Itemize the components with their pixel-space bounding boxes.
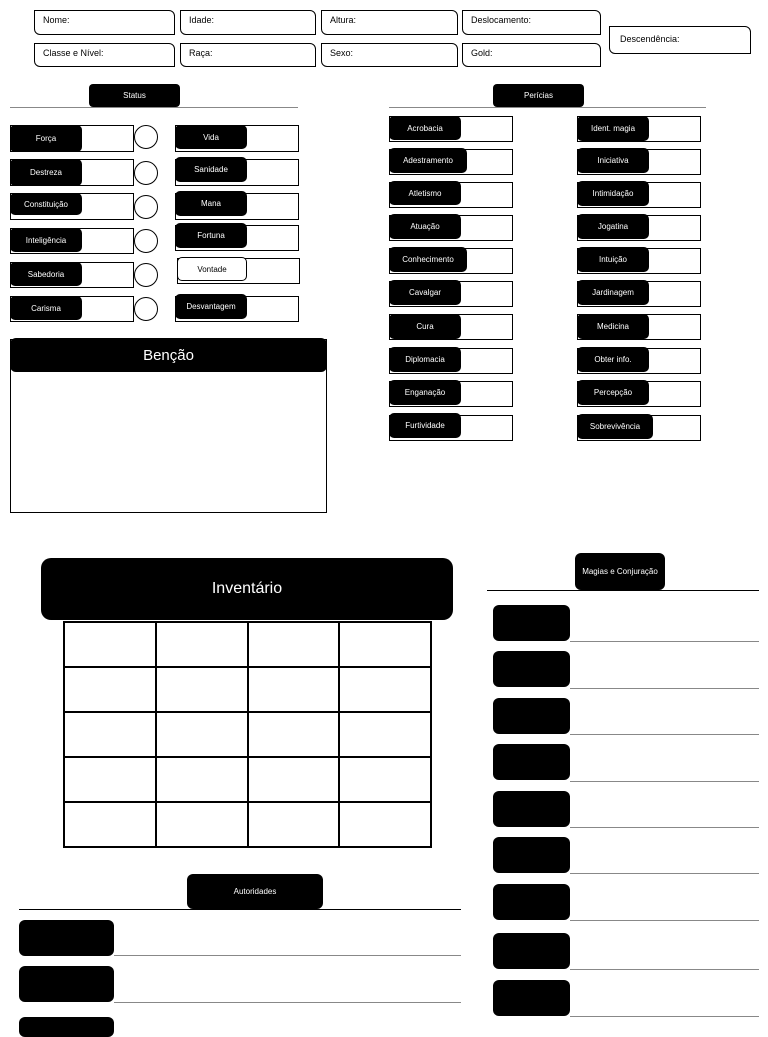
magia-line[interactable] (570, 781, 759, 782)
inventario-slot[interactable] (156, 712, 248, 757)
inventario-slot[interactable] (64, 712, 156, 757)
inventario-slot[interactable] (156, 802, 248, 847)
magia-slot[interactable] (493, 884, 570, 920)
field-sexo-label: Sexo: (330, 48, 354, 58)
skill-cavalgar-label: Cavalgar (389, 280, 461, 305)
inventario-slot[interactable] (248, 712, 340, 757)
magia-line[interactable] (570, 873, 759, 874)
skill-enganacao-label: Enganação (389, 380, 461, 405)
skill-jogatina-label: Jogatina (577, 214, 649, 239)
skill-atletismo-label: Atletismo (389, 181, 461, 205)
inventario-slot[interactable] (248, 622, 340, 667)
magia-line[interactable] (570, 1016, 759, 1017)
field-deslocamento[interactable] (462, 10, 601, 35)
pericias-title: Perícias (493, 84, 584, 107)
inventario-slot[interactable] (64, 667, 156, 712)
inventario-slot[interactable] (248, 667, 340, 712)
skill-iniciativa-label: Iniciativa (577, 148, 649, 173)
resource-vontade-label: Vontade (177, 257, 247, 281)
field-nome-label: Nome: (43, 15, 70, 25)
skill-conhecimento-label: Conhecimento (389, 247, 467, 272)
inventario-title: Inventário (41, 558, 453, 620)
magia-slot[interactable] (493, 837, 570, 873)
field-altura[interactable] (321, 10, 458, 35)
field-sexo[interactable] (321, 43, 458, 67)
autoridade-line[interactable] (114, 955, 461, 956)
inventario-slot[interactable] (339, 712, 431, 757)
autoridade-slot[interactable] (19, 920, 114, 956)
attribute-constituicao-label: Constituição (10, 193, 82, 215)
attribute-carisma-modifier[interactable] (134, 297, 158, 321)
magia-line[interactable] (570, 969, 759, 970)
field-idade-label: Idade: (189, 15, 215, 25)
status-title: Status (89, 84, 180, 107)
inventario-slot[interactable] (64, 622, 156, 667)
attribute-carisma-label: Carisma (10, 296, 82, 320)
magia-line[interactable] (570, 734, 759, 735)
magia-line[interactable] (570, 827, 759, 828)
skill-percepcao-label: Percepção (577, 380, 649, 405)
skill-intuicao-label: Intuição (577, 247, 649, 272)
skill-medicina-label: Medicina (577, 314, 649, 339)
skill-jardinagem-label: Jardinagem (577, 280, 649, 305)
field-nome[interactable] (34, 10, 175, 35)
magia-slot[interactable] (493, 744, 570, 780)
inventario-slot[interactable] (339, 757, 431, 802)
inventario-slot[interactable] (248, 802, 340, 847)
field-classe-nivel-label: Classe e Nível: (43, 48, 104, 58)
attribute-destreza-label: Destreza (10, 159, 82, 186)
magia-slot[interactable] (493, 698, 570, 734)
resource-fortuna-label: Fortuna (175, 223, 247, 248)
skill-obter-info-label: Obter info. (577, 347, 649, 372)
pericias-divider (389, 107, 706, 108)
inventario-grid (63, 621, 432, 848)
attribute-destreza-modifier[interactable] (134, 161, 158, 185)
inventario-slot[interactable] (156, 622, 248, 667)
resource-sanidade-label: Sanidade (175, 157, 247, 182)
skill-acrobacia-label: Acrobacia (389, 116, 461, 140)
field-raca-label: Raça: (189, 48, 213, 58)
magia-slot[interactable] (493, 980, 570, 1016)
attribute-forca-modifier[interactable] (134, 125, 158, 149)
inventario-slot[interactable] (64, 757, 156, 802)
magia-line[interactable] (570, 688, 759, 689)
field-descendencia-label: Descendência: (620, 34, 680, 44)
inventario-slot[interactable] (156, 667, 248, 712)
magia-line[interactable] (570, 920, 759, 921)
inventario-slot[interactable] (339, 622, 431, 667)
field-raca[interactable] (180, 43, 316, 67)
magias-divider (487, 590, 759, 591)
skill-sobrevivencia-label: Sobrevivência (577, 414, 653, 439)
attribute-inteligencia-label: Inteligência (10, 228, 82, 252)
inventario-slot[interactable] (156, 757, 248, 802)
autoridade-slot[interactable] (19, 1017, 114, 1037)
magia-slot[interactable] (493, 791, 570, 827)
autoridades-divider (19, 909, 461, 910)
bencao-title: Benção (10, 338, 327, 372)
field-idade[interactable] (180, 10, 316, 35)
autoridade-line[interactable] (114, 1002, 461, 1003)
attribute-inteligencia-modifier[interactable] (134, 229, 158, 253)
skill-diplomacia-label: Diplomacia (389, 347, 461, 372)
inventario-slot[interactable] (339, 802, 431, 847)
skill-atuacao-label: Atuação (389, 214, 461, 239)
attribute-sabedoria-label: Sabedoria (10, 262, 82, 286)
field-classe-nivel[interactable] (34, 43, 175, 67)
skill-intimidacao-label: Intimidação (577, 181, 649, 206)
field-descendencia[interactable] (609, 26, 751, 54)
skill-cura-label: Cura (389, 314, 461, 339)
autoridade-slot[interactable] (19, 966, 114, 1002)
attribute-constituicao-modifier[interactable] (134, 195, 158, 219)
field-gold[interactable] (462, 43, 601, 67)
field-altura-label: Altura: (330, 15, 357, 25)
magia-slot[interactable] (493, 651, 570, 687)
magias-title: Magias e Conjuração (575, 553, 665, 590)
resource-vida-label: Vida (175, 125, 247, 149)
inventario-slot[interactable] (248, 757, 340, 802)
inventario-slot[interactable] (64, 802, 156, 847)
field-deslocamento-label: Deslocamento: (471, 15, 532, 25)
field-gold-label: Gold: (471, 48, 493, 58)
magia-slot[interactable] (493, 605, 570, 641)
magia-slot[interactable] (493, 933, 570, 969)
inventario-slot[interactable] (339, 667, 431, 712)
resource-mana-label: Mana (175, 191, 247, 216)
attribute-sabedoria-modifier[interactable] (134, 263, 158, 287)
resource-desvantagem-label: Desvantagem (175, 294, 247, 319)
status-divider (10, 107, 298, 108)
skill-ident-magia-label: Ident. magia (577, 116, 649, 141)
skill-furtividade-label: Furtividade (389, 413, 461, 438)
autoridades-title: Autoridades (187, 874, 323, 909)
skill-adestramento-label: Adestramento (389, 148, 467, 173)
attribute-forca-label: Força (10, 125, 82, 152)
magia-line[interactable] (570, 641, 759, 642)
